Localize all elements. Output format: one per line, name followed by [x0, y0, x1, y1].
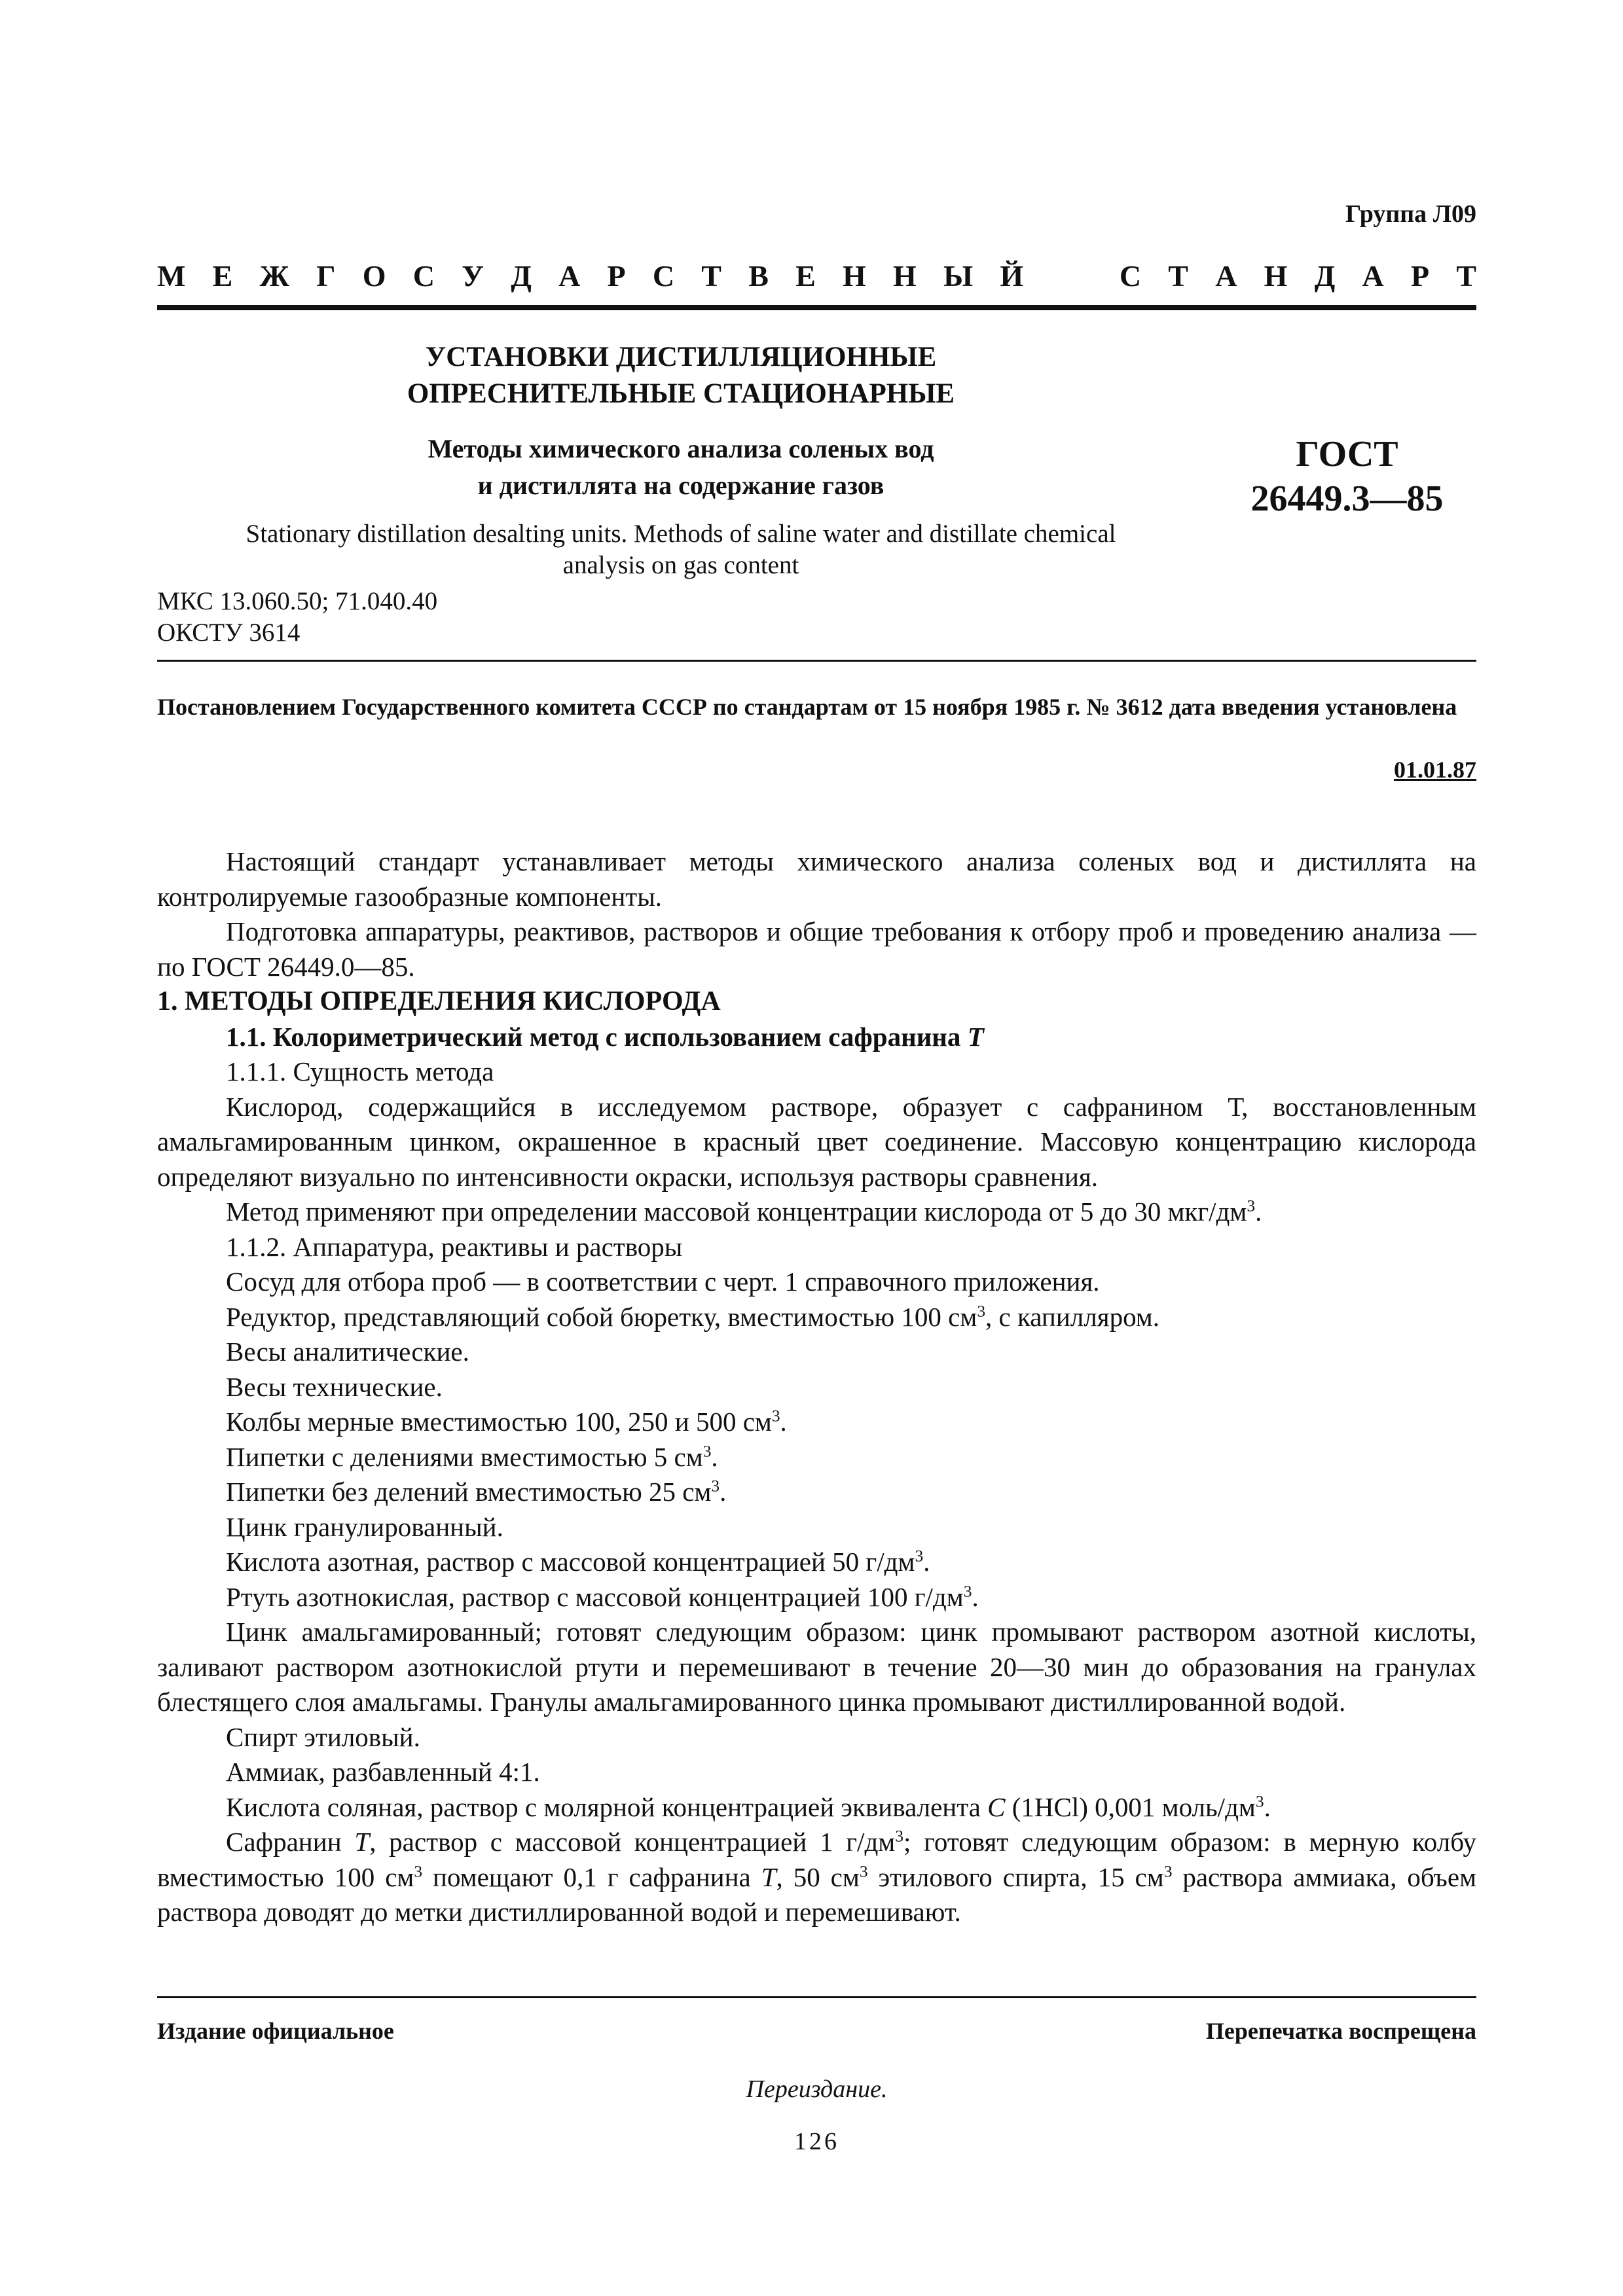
english-title-line-1: Stationary distillation desalting units. Methods of saline water and distillate chemical [246, 520, 1116, 548]
superscript: 3 [1163, 1861, 1173, 1880]
item-pipettes-divided [157, 1440, 1476, 1475]
nitric-acid-text: Кислота азотная, раствор с массовой концентрацией 50 г/дм [226, 1547, 915, 1577]
heading-letter: В [748, 259, 769, 293]
item-ammonia: Аммиак, разбавленный 4:1. [226, 1757, 540, 1787]
subsection-1-1-title: 1.1. Колориметрический метод с использованием сафранина Т [226, 1021, 984, 1052]
heading-letter: Й [1000, 259, 1024, 293]
subtitle [157, 431, 1205, 504]
period: . [1264, 1791, 1271, 1822]
safranin-text: Сафранин [226, 1827, 355, 1857]
heading-letter: Е [795, 259, 816, 293]
english-title [157, 518, 1205, 581]
okstu-code: ОКСТУ 3614 [157, 619, 301, 647]
heading-letter [1050, 259, 1058, 293]
title-block [157, 339, 1205, 581]
pipettes-divided-text: Пипетки с делениями вместимостью 5 см [226, 1441, 703, 1472]
item-ethanol: Спирт этиловый. [226, 1721, 420, 1752]
heading-letter: У [462, 259, 484, 293]
classification-codes [157, 586, 437, 649]
heading-letter [1085, 259, 1093, 293]
document-body [157, 844, 1476, 1930]
heading-letter: Н [843, 259, 866, 293]
superscript: 3 [963, 1581, 972, 1600]
official-edition: Издание официальное [157, 2018, 394, 2044]
subtitle-line-1: Методы химического анализа соленых вод [428, 434, 934, 463]
item-scales-analytical: Весы аналитические. [226, 1336, 469, 1367]
reducer-text: Редуктор, представляющий собой бюретку, вместимостью 100 см [226, 1301, 977, 1332]
heading-letter: Т [1456, 259, 1476, 293]
period: . [720, 1477, 727, 1507]
superscript: 3 [711, 1477, 720, 1496]
mercury-nitrate-text: Ртуть азотнокислая, раствор с массовой концентрацией 100 г/дм [226, 1581, 964, 1612]
heading-letter: С [652, 259, 675, 293]
flasks-text: Колбы мерные вместимостью 100, 250 и 500 см [226, 1407, 772, 1437]
item-scales-technical: Весы технические. [226, 1371, 443, 1402]
period: . [711, 1441, 718, 1472]
heading-letter: Р [1410, 259, 1430, 293]
safranin-text-4: помещают 0,1 г сафранина [422, 1861, 761, 1892]
heading-letter: Т [701, 259, 721, 293]
item-zinc: Цинк гранулированный. [226, 1511, 503, 1542]
heading-letter: Е [212, 259, 233, 293]
item-pipettes-undivided [157, 1475, 1476, 1510]
superscript: 3 [915, 1547, 924, 1566]
subsection-1-1-1-title: 1.1.1. Сущность метода [226, 1056, 494, 1086]
hcl-text: Кислота соляная, раствор с молярной концентрацией эквивалента [226, 1791, 988, 1822]
method-essence: Кислород, содержащийся в исследуемом растворе, образует с сафранином Т, восстановленным амальгамированным цинком, окрашенное в красный цвет соединение. Массовую концентрацию кислорода определяют визуально по интенсивности окраски, используя растворы сравнения. [157, 1091, 1476, 1192]
page-number: 126 [794, 2128, 839, 2155]
group-code: Группа Л09 [1345, 200, 1476, 228]
header-rule [157, 305, 1476, 310]
gost-label: ГОСТ [1296, 434, 1398, 475]
italic-t: Т [761, 1861, 776, 1892]
period: . [972, 1581, 979, 1612]
decree-text: Постановлением Государственного комитета СССР по стандартам от 15 ноября 1985 г. № 3612 дата введения установлена [157, 694, 1457, 720]
italic-t: Т [967, 1021, 984, 1052]
reissue-note: Переиздание. [746, 2075, 888, 2103]
heading-letter: А [558, 259, 581, 293]
safranin-text-5: , 50 см [776, 1861, 860, 1892]
heading-letter: Г [316, 259, 336, 293]
item-mercury-nitrate [157, 1580, 1476, 1615]
footer-rule [157, 1996, 1476, 1998]
safranin-text-3: ; готовят следующим образом: в мерную колбу вместимостью 100 см [157, 1827, 1476, 1892]
reducer-text-end: , с капилляром. [985, 1301, 1159, 1332]
item-hydrochloric-acid [157, 1790, 1476, 1825]
section-1-title: 1. МЕТОДЫ ОПРЕДЕЛЕНИЯ КИСЛОРОДА [157, 986, 721, 1016]
period: . [780, 1407, 787, 1437]
hcl-concentration-symbol: С [987, 1791, 1006, 1822]
intro-paragraph-1: Настоящий стандарт устанавливает методы химического анализа соленых вод и дистиллята на контролируемые газообразные компоненты. [157, 846, 1476, 912]
heading-letter: Р [607, 259, 626, 293]
document-page [157, 0, 1476, 2296]
italic-t: Т [354, 1827, 370, 1857]
subtitle-line-2: и дистиллята на содержание газов [477, 471, 884, 500]
heading-letter: О [362, 259, 386, 293]
intro-paragraph-2: Подготовка аппаратуры, реактивов, растворов и общие требования к отбору проб и проведению анализа — по ГОСТ 26449.0—85. [157, 916, 1476, 982]
gost-number [1218, 432, 1476, 521]
heading-letter: Т [1168, 259, 1188, 293]
safranin-text-6: этилового спирта, 15 см [867, 1861, 1164, 1892]
item-reducer [157, 1300, 1476, 1335]
english-title-line-2: analysis on gas content [562, 551, 799, 579]
period: . [923, 1547, 930, 1577]
subsection-1-1-2-title: 1.1.2. Аппаратура, реактивы и растворы [226, 1231, 683, 1262]
item-safranin [157, 1825, 1476, 1930]
superscript: 3 [414, 1861, 423, 1880]
reprint-prohibited: Перепечатка воспрещена [1205, 2018, 1476, 2044]
superscript: 3 [859, 1861, 868, 1880]
superscript: 3 [977, 1301, 986, 1320]
safranin-text-2: , раствор с массовой концентрацией 1 г/дм [369, 1827, 896, 1857]
heading-letter: М [157, 259, 186, 293]
item-flasks [157, 1405, 1476, 1440]
heading-letter: Д [1314, 259, 1336, 293]
method-range-text: Метод применяют при определении массовой концентрации кислорода от 5 до 30 мкг/дм [226, 1196, 1247, 1227]
heading-letter: Ж [259, 259, 290, 293]
superscript: 3 [895, 1827, 903, 1846]
pipettes-undivided-text: Пипетки без делений вместимостью 25 см [226, 1477, 712, 1507]
period: . [1255, 1196, 1262, 1227]
introduction-date: 01.01.87 [1394, 757, 1476, 783]
heading-letter: Н [893, 259, 917, 293]
superscript: 3 [1247, 1196, 1256, 1215]
heading-letter: А [1362, 259, 1384, 293]
heading-letter: Ы [943, 259, 974, 293]
superscript: 3 [1255, 1791, 1264, 1810]
superscript: 3 [702, 1441, 712, 1460]
codes-rule [157, 660, 1476, 662]
item-amalgamated-zinc: Цинк амальгамированный; готовят следующим образом: цинк промывают раствором азотной кислоты, заливают раствором азотнокислой ртути и перемешивают в течение 20—30 мин до образования на гранулах блестящего слоя амальгамы. Гранулы амальгамированного цинка промывают дистиллированной водой. [157, 1617, 1476, 1717]
hcl-text-end: (1HCl) 0,001 моль/дм [1005, 1791, 1256, 1822]
heading-letter: Д [511, 259, 532, 293]
heading-letter: С [1119, 259, 1142, 293]
heading-letter: А [1215, 259, 1237, 293]
item-vessel: Сосуд для отбора проб — в соответствии с черт. 1 справочного приложения. [226, 1266, 1100, 1297]
method-range [157, 1194, 1476, 1230]
safranin-text-7: раствора аммиака, объем раствора доводят до метки дистиллированной водой и перемешивают. [157, 1861, 1477, 1927]
title-line-1: УСТАНОВКИ ДИСТИЛЛЯЦИОННЫЕ [425, 342, 937, 372]
title-line-2: ОПРЕСНИТЕЛЬНЫЕ СТАЦИОНАРНЫЕ [407, 378, 955, 409]
gost-code: 26449.3—85 [1250, 478, 1444, 519]
heading-letter: С [412, 259, 435, 293]
mks-code: МКС 13.060.50; 71.040.40 [157, 587, 438, 615]
heading-letter: Н [1264, 259, 1288, 293]
interstate-standard-heading [157, 259, 1476, 293]
superscript: 3 [771, 1407, 780, 1426]
item-nitric-acid [157, 1545, 1476, 1580]
